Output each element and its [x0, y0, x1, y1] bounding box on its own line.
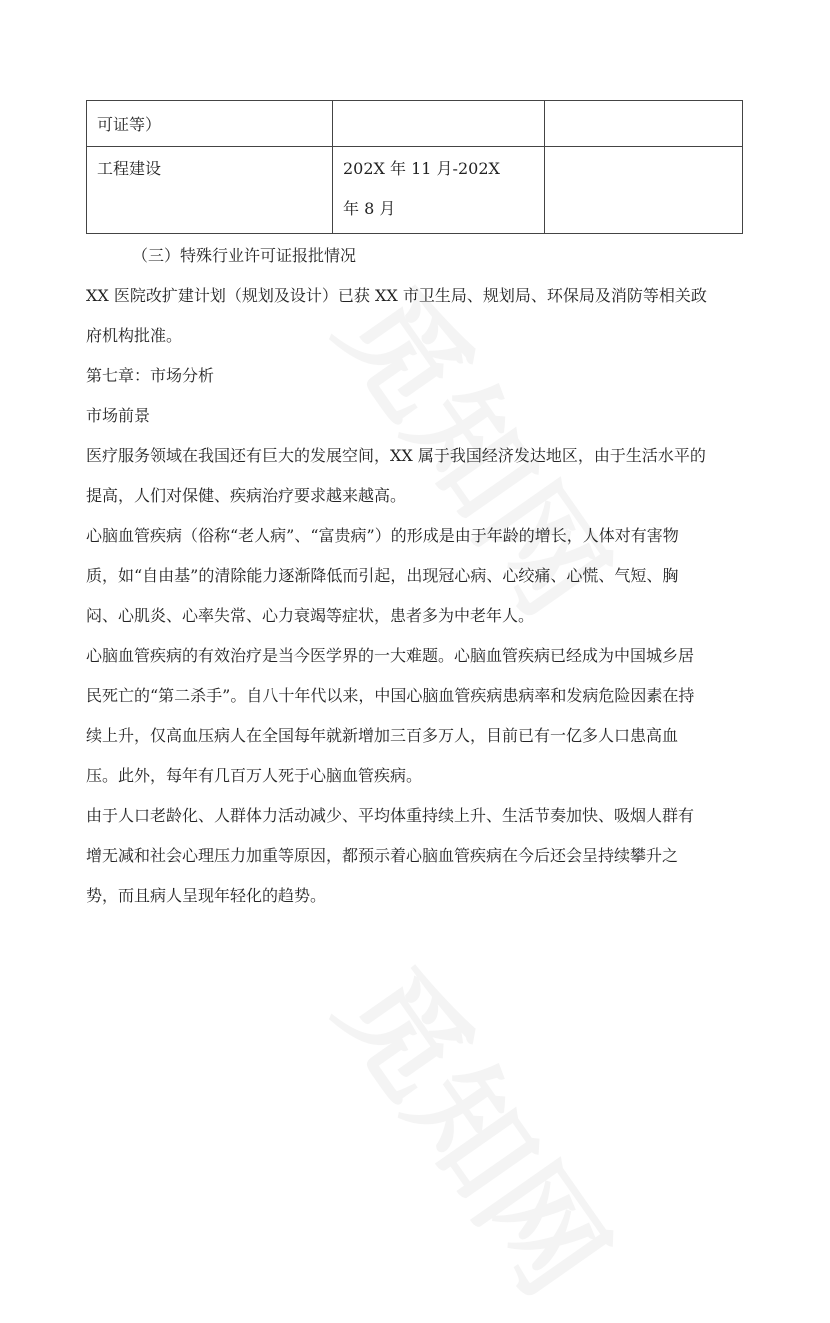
table-row [87, 147, 743, 234]
table-cell [87, 147, 333, 234]
paragraph: 心脑血管疾病（俗称“老人病”、“富贵病”）的形成是由于年龄的增长，人体对有害物质，如“自由基”的清除能力逐渐降低而引起，出现冠心病、心绞痛、心慌、气短、胸闷、心肌炎、心率失常、心力衰竭等症状，患者多为中老年人。 [86, 526, 679, 625]
paragraph: 心脑血管疾病的有效治疗是当今医学界的一大难题。心脑血管疾病已经成为中国城乡居民死亡的“第二杀手”。自八十年代以来，中国心脑血管疾病患病率和发病危险因素在持续上升，仅高血压病人在全国每年就新增加三百多万人，目前已有一亿多人口患高血压。此外，每年有几百万人死于心脑血管疾病。 [86, 646, 695, 785]
section-heading: （三）特殊行业许可证报批情况 [132, 246, 357, 265]
paragraph: 医疗服务领域在我国还有巨大的发展空间，XX 属于我国经济发达地区，由于生活水平的提高，人们对保健、疾病治疗要求越来越高。 [86, 446, 706, 505]
table-cell [333, 147, 545, 234]
table-cell [544, 147, 742, 234]
table-cell [333, 101, 545, 147]
cell-text [555, 101, 732, 105]
paragraph: 由于人口老龄化、人群体力活动减少、平均体重持续上升、生活节奏加快、吸烟人群有增无减和社会心理压力加重等原因，都预示着心脑血管疾病在今后还会呈持续攀升之势，而且病人呈现年轻化的趋势。 [86, 806, 695, 905]
cell-text: 可证等） [97, 115, 162, 134]
watermark [306, 929, 653, 1323]
cell-text: 工程建设 [97, 159, 162, 178]
schedule-table [86, 100, 743, 234]
table-row [87, 101, 743, 147]
cell-text: 202X 年 11 月-202X 年 8 月 [343, 159, 500, 218]
cell-text [555, 147, 732, 149]
document-body [86, 236, 743, 916]
table-cell [87, 101, 333, 147]
paragraph: XX 医院改扩建计划（规划及设计）已获 XX 市卫生局、规划局、环保局及消防等相关政府机构批准。 [86, 286, 707, 345]
chapter-heading: 第七章：市场分析 [86, 366, 215, 385]
cell-text [343, 101, 534, 105]
table-cell [544, 101, 742, 147]
subheading: 市场前景 [86, 406, 151, 425]
